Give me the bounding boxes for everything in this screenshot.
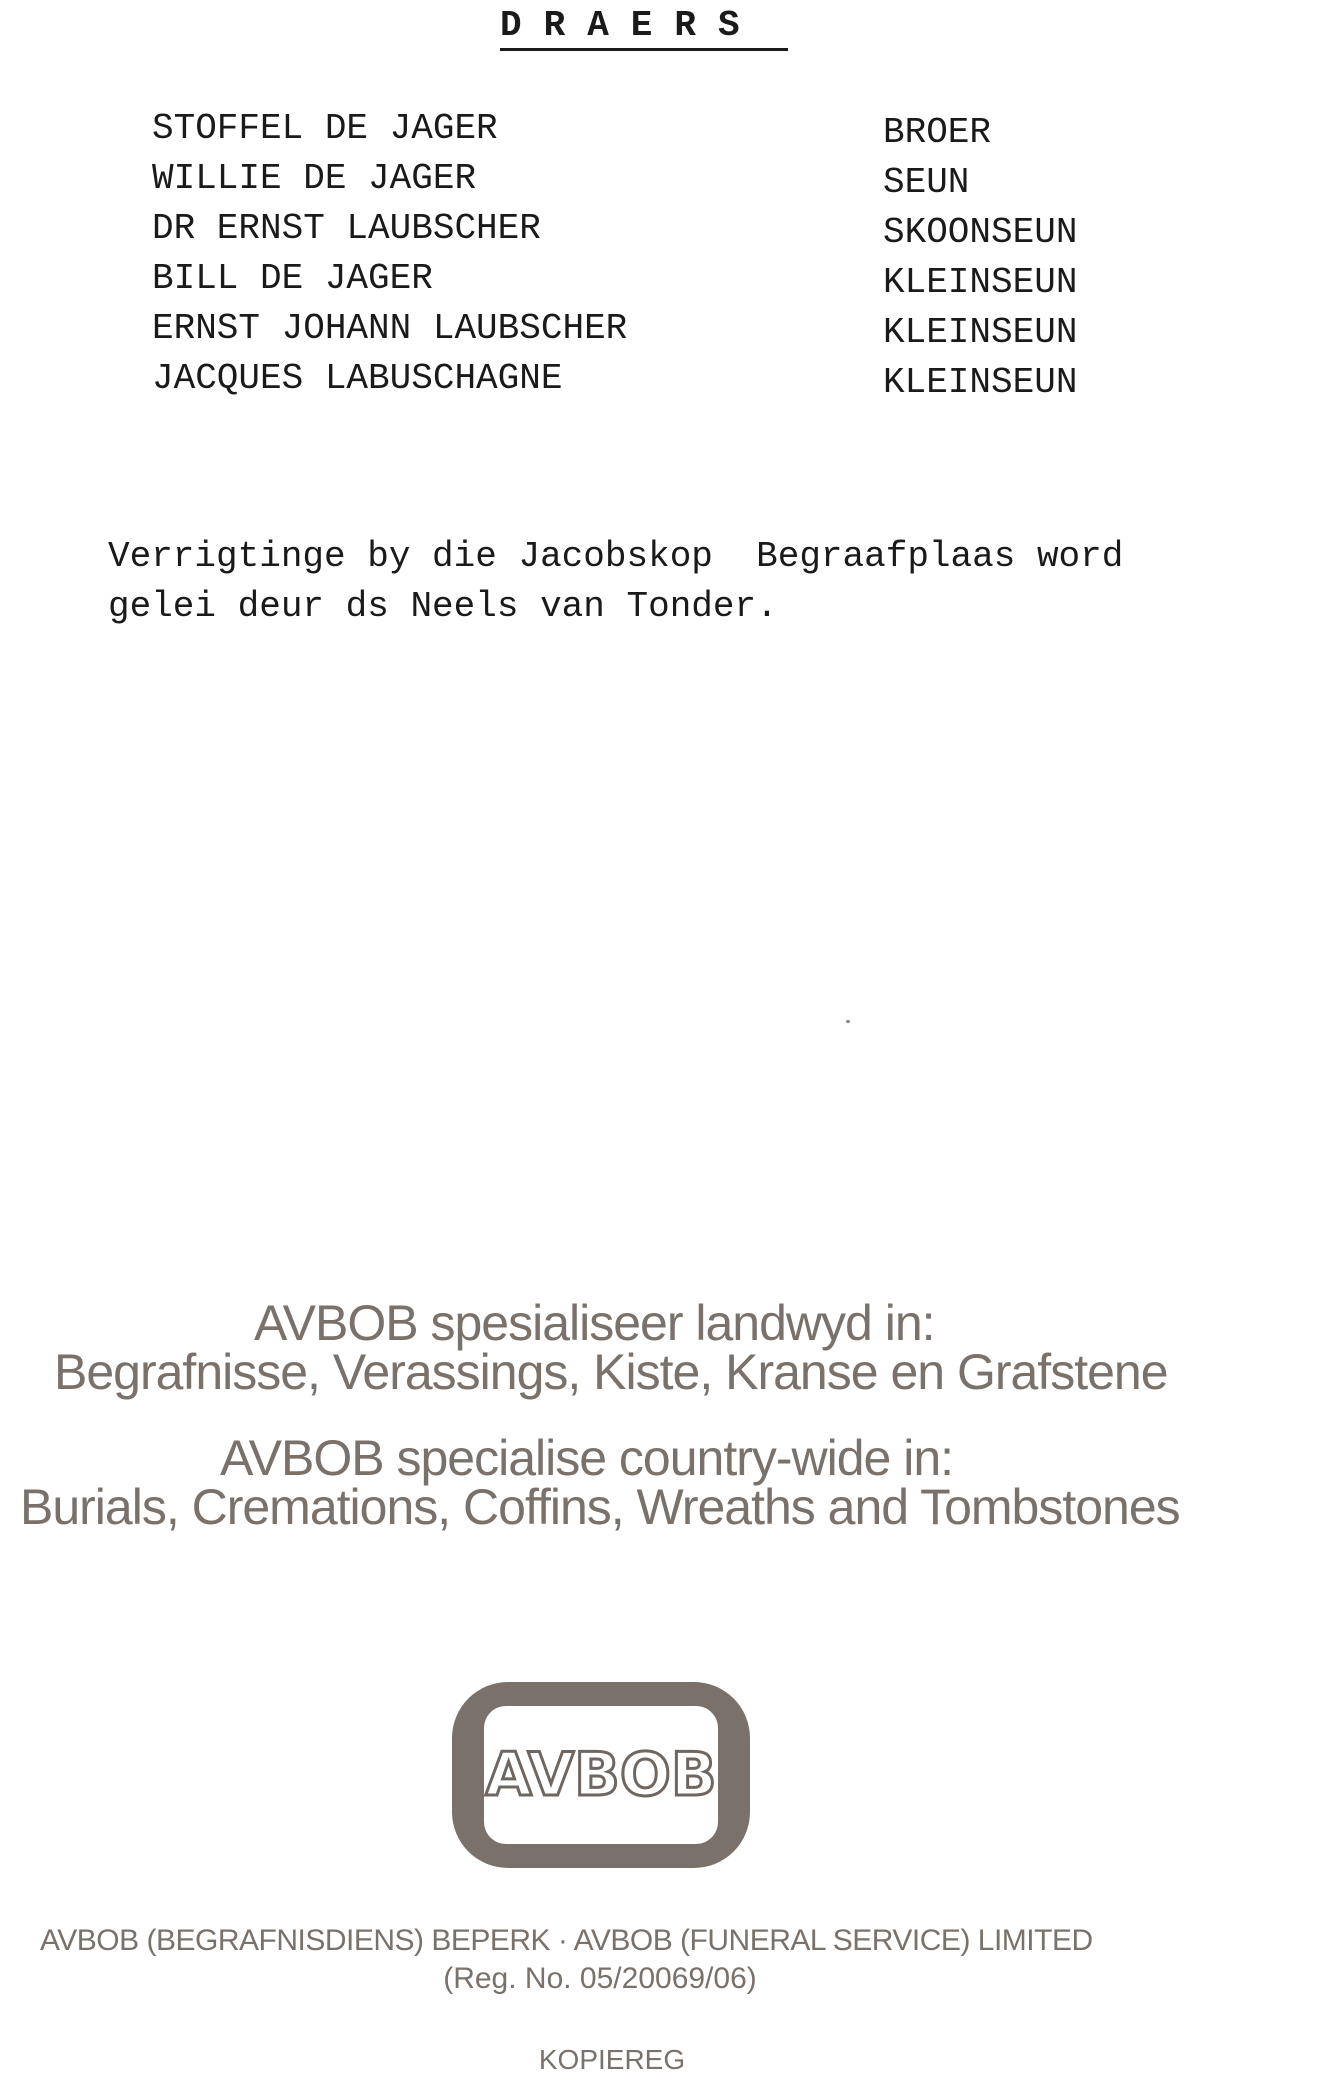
bearer-relation: KLEINSEUN bbox=[883, 362, 1078, 403]
company-name: AVBOB (BEGRAFNISDIENS) BEPERK · AVBOB (FUNERAL SERVICE) LIMITED bbox=[40, 1924, 1093, 1957]
bearer-row bbox=[152, 354, 1132, 404]
bearer-name: ERNST JOHANN LAUBSCHER bbox=[152, 308, 628, 349]
bearer-row bbox=[152, 254, 1132, 304]
bearer-name: JACQUES LABUSCHAGNE bbox=[152, 358, 563, 399]
copyright-notice: KOPIEREG bbox=[538, 2044, 686, 2075]
bearer-relation: KLEINSEUN bbox=[883, 312, 1078, 353]
proceedings-paragraph bbox=[108, 532, 1318, 632]
bearer-row bbox=[152, 204, 1132, 254]
bearer-row bbox=[152, 154, 1132, 204]
bearer-name: STOFFEL DE JAGER bbox=[152, 108, 498, 149]
bearer-relation: BROER bbox=[883, 112, 992, 153]
bearer-name: DR ERNST LAUBSCHER bbox=[152, 208, 541, 249]
logo-wordmark: AVBOB bbox=[485, 1740, 717, 1810]
avbob-logo-icon bbox=[452, 1682, 750, 1868]
title-underline bbox=[500, 48, 788, 51]
proceedings-line: Verrigtinge by die Jacobskop Begraafplaas word bbox=[108, 536, 1124, 577]
proceedings-line: gelei deur ds Neels van Tonder. bbox=[108, 586, 778, 627]
bearer-relation: KLEINSEUN bbox=[883, 262, 1078, 303]
paper-speck bbox=[846, 1020, 850, 1023]
page-title: DRAERS bbox=[500, 5, 762, 46]
logo-inner-panel bbox=[484, 1706, 718, 1844]
bearer-relation: SKOONSEUN bbox=[883, 212, 1078, 253]
advert-english-heading: AVBOB specialise country-wide in: bbox=[220, 1430, 954, 1486]
bearers-list bbox=[152, 104, 1132, 404]
bearer-name: WILLIE DE JAGER bbox=[152, 158, 477, 199]
advert-english-services: Burials, Cremations, Coffins, Wreaths and Tombstones bbox=[20, 1479, 1180, 1535]
bearer-row bbox=[152, 104, 1132, 154]
bearer-row bbox=[152, 304, 1132, 354]
advert-afrikaans-services: Begrafnisse, Verassings, Kiste, Kranse en Grafstene bbox=[54, 1344, 1168, 1400]
bearer-name: BILL DE JAGER bbox=[152, 258, 433, 299]
registration-number: (Reg. No. 05/20069/06) bbox=[443, 1962, 757, 1995]
bearer-relation: SEUN bbox=[883, 162, 970, 203]
advert-afrikaans-heading: AVBOB spesialiseer landwyd in: bbox=[254, 1295, 935, 1351]
